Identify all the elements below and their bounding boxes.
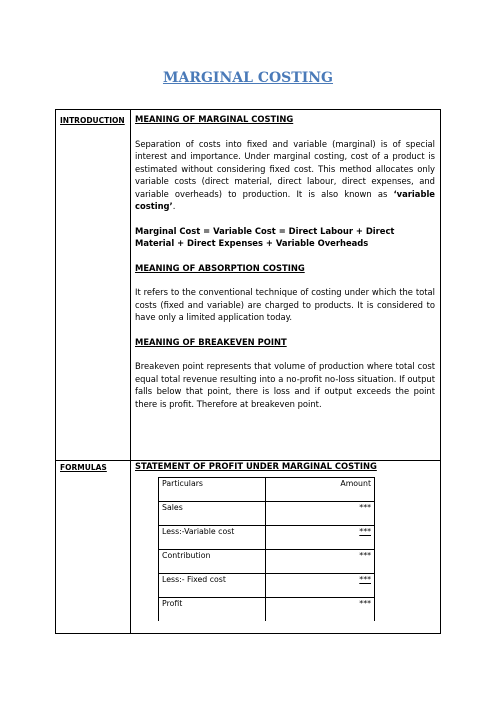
variable-costing-term: ‘variable costing’	[135, 188, 435, 211]
table-cell-amount: ***	[266, 502, 375, 526]
marginal-costing-paragraph: Separation of costs into fixed and variable (marginal) is of special interest and importance. Under marginal costing, cost of a product is estimated without considering fixed cost. This method allocates only variable costs (direct material, direct labour, direct expenses, and variable overheads) to production. It is also known as ‘variable costing’.	[135, 138, 435, 211]
table-row	[159, 502, 375, 526]
absorption-costing-paragraph: It refers to the conventional technique of costing under which the total costs (fixed and variable) are charged to products. It is considered to have only a limited application today.	[135, 287, 435, 322]
table-header-row	[159, 478, 375, 502]
table-cell-amount: ***	[266, 526, 375, 550]
marginal-cost-formula: Marginal Cost = Variable Cost = Direct Labour + Direct Material + Direct Expenses + Variable Overheads	[135, 225, 395, 248]
absorption-costing-heading: MEANING OF ABSORPTION COSTING	[135, 262, 305, 273]
table-header-particulars: Particulars	[159, 478, 266, 502]
table-row	[159, 598, 375, 622]
breakeven-point-heading: MEANING OF BREAKEVEN POINT	[135, 336, 287, 347]
table-row	[159, 574, 375, 598]
marginal-costing-heading: MEANING OF MARGINAL COSTING	[135, 114, 294, 124]
table-cell-particular: Profit	[159, 598, 266, 622]
statement-title: STATEMENT OF PROFIT UNDER MARGINAL COSTING	[135, 461, 377, 471]
document-title: MARGINAL COSTING	[162, 70, 334, 86]
table-cell-particular: Less:-Variable cost	[159, 526, 266, 550]
table-row	[159, 550, 375, 574]
table-cell-amount: ***	[266, 550, 375, 574]
introduction-label: INTRODUCTION	[60, 116, 125, 125]
introduction-content	[135, 113, 435, 410]
column-divider	[130, 110, 131, 633]
table-cell-particular: Sales	[159, 502, 266, 526]
table-row	[159, 526, 375, 550]
formulas-label: FORMULAS	[60, 463, 107, 472]
table-header-amount: Amount	[266, 478, 375, 502]
table-cell-particular: Contribution	[159, 550, 266, 574]
table-cell-amount: ***	[266, 598, 375, 622]
content-table	[55, 109, 441, 634]
profit-statement-table	[158, 477, 375, 621]
breakeven-point-paragraph: Breakeven point represents that volume of production where total cost equal total revenue resulting into a no-profit no-loss situation. If output falls below that point, there is loss and if output exceeds the point there is profit. Therefore at breakeven point.	[135, 361, 435, 409]
table-cell-amount: ***	[266, 574, 375, 598]
table-cell-particular: Less:- Fixed cost	[159, 574, 266, 598]
